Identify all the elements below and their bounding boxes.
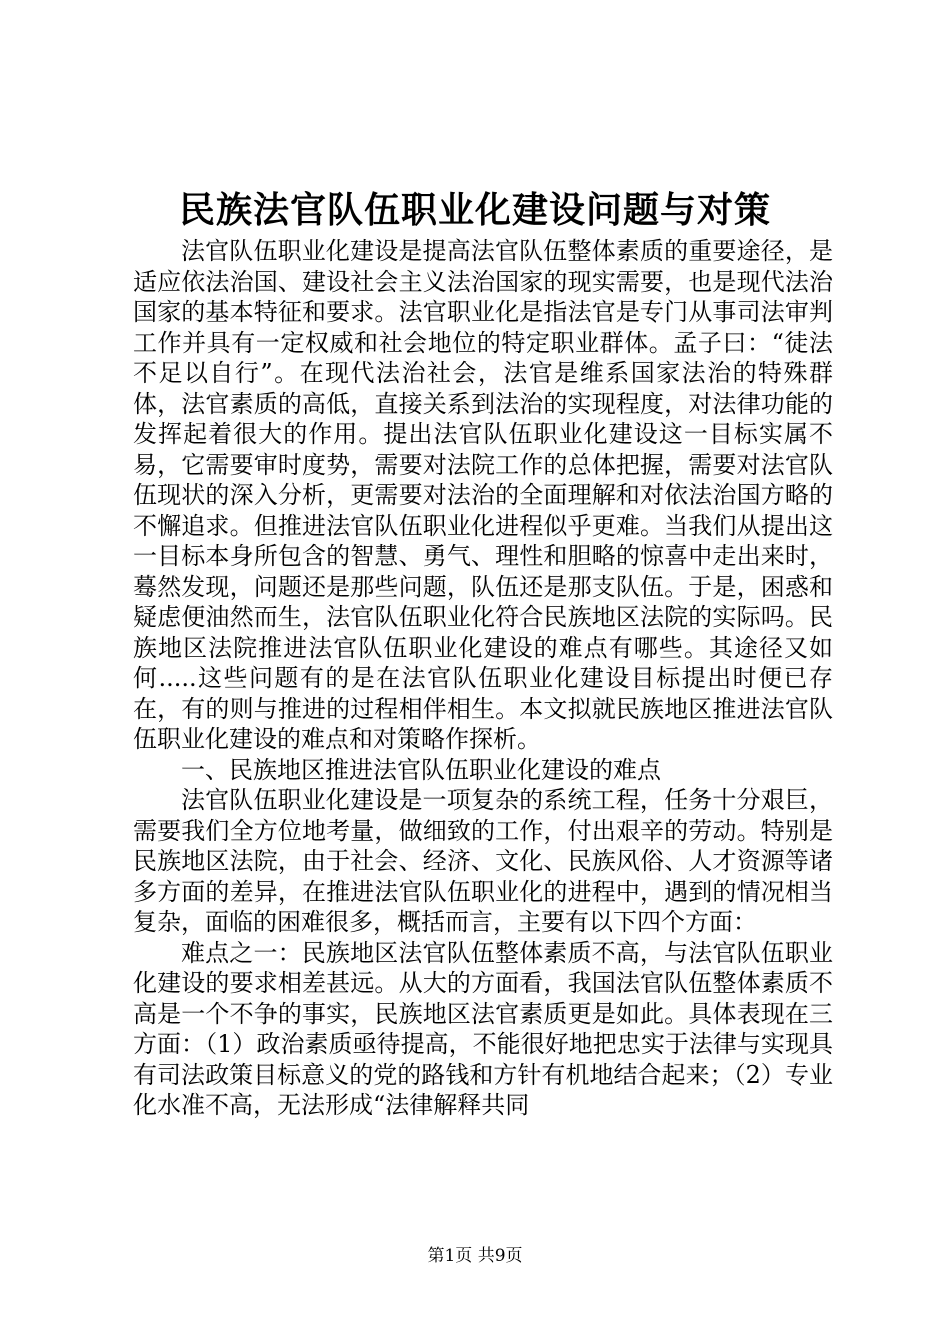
paragraph-difficulty-one: 难点之一：民族地区法官队伍整体素质不高，与法官队伍职业化建设的要求相差甚远。从大的方面看，我国法官队伍整体素质不高是一个不争的事实，民族地区法官素质更是如此。具体表现在三方面：（1）政治素质亟待提高，不能很好地把忠实于法律与实现具有司法政策目标意义的党的路钱和方针有机地结合起来；（2）专业化水准不高，无法形成“法律解释共同 [133,938,833,1119]
section-heading: 一、民族地区推进法官队伍职业化建设的难点 [181,755,661,784]
paragraph-section-intro: 法官队伍职业化建设是一项复杂的系统工程，任务十分艰巨，需要我们全方位地考量，做细致的工作，付出艰辛的劳动。特别是民族地区法院，由于社会、经济、文化、民族风俗、人才资源等诸多方面的差异，在推进法官队伍职业化的进程中，遇到的情况相当复杂，面临的困难很多，概括而言，主要有以下四个方面： [133,786,833,936]
document-body [133,236,833,1121]
page-number-footer: 第1页 共9页 [427,1246,523,1266]
document-title: 民族法官队伍职业化建设问题与对策 [178,189,771,231]
paragraph-intro: 法官队伍职业化建设是提高法官队伍整体素质的重要途径，是适应依法治国、建设社会主义法治国家的现实需要，也是现代法治国家的基本特征和要求。法官职业化是指法官是专门从事司法审判工作并具有一定权威和社会地位的特定职业群体。孟子曰：“徒法不足以自行”。在现代法治社会，法官是维系国家法治的特殊群体，法官素质的高低，直接关系到法治的实现程度，对法律功能的发挥起着很大的作用。提出法官队伍职业化建设这一目标实属不易，它需要审时度势，需要对法院工作的总体把握，需要对法官队伍现状的深入分析，更需要对法治的全面理解和对依法治国方略的不懈追求。但推进法官队伍职业化进程似乎更难。当我们从提出这一目标本身所包含的智慧、勇气、理性和胆略的惊喜中走出来时，蓦然发现，问题还是那些问题，队伍还是那支队伍。于是，困惑和疑虑便油然而生，法官队伍职业化符合民族地区法院的实际吗。民族地区法院推进法官队伍职业化建设的难点有哪些。其途径又如何.....这些问题有的是在法官队伍职业化建设目标提出时便已存在，有的则与推进的过程相伴相生。本文拟就民族地区推进法官队伍职业化建设的难点和对策略作探析。 [133,237,833,753]
